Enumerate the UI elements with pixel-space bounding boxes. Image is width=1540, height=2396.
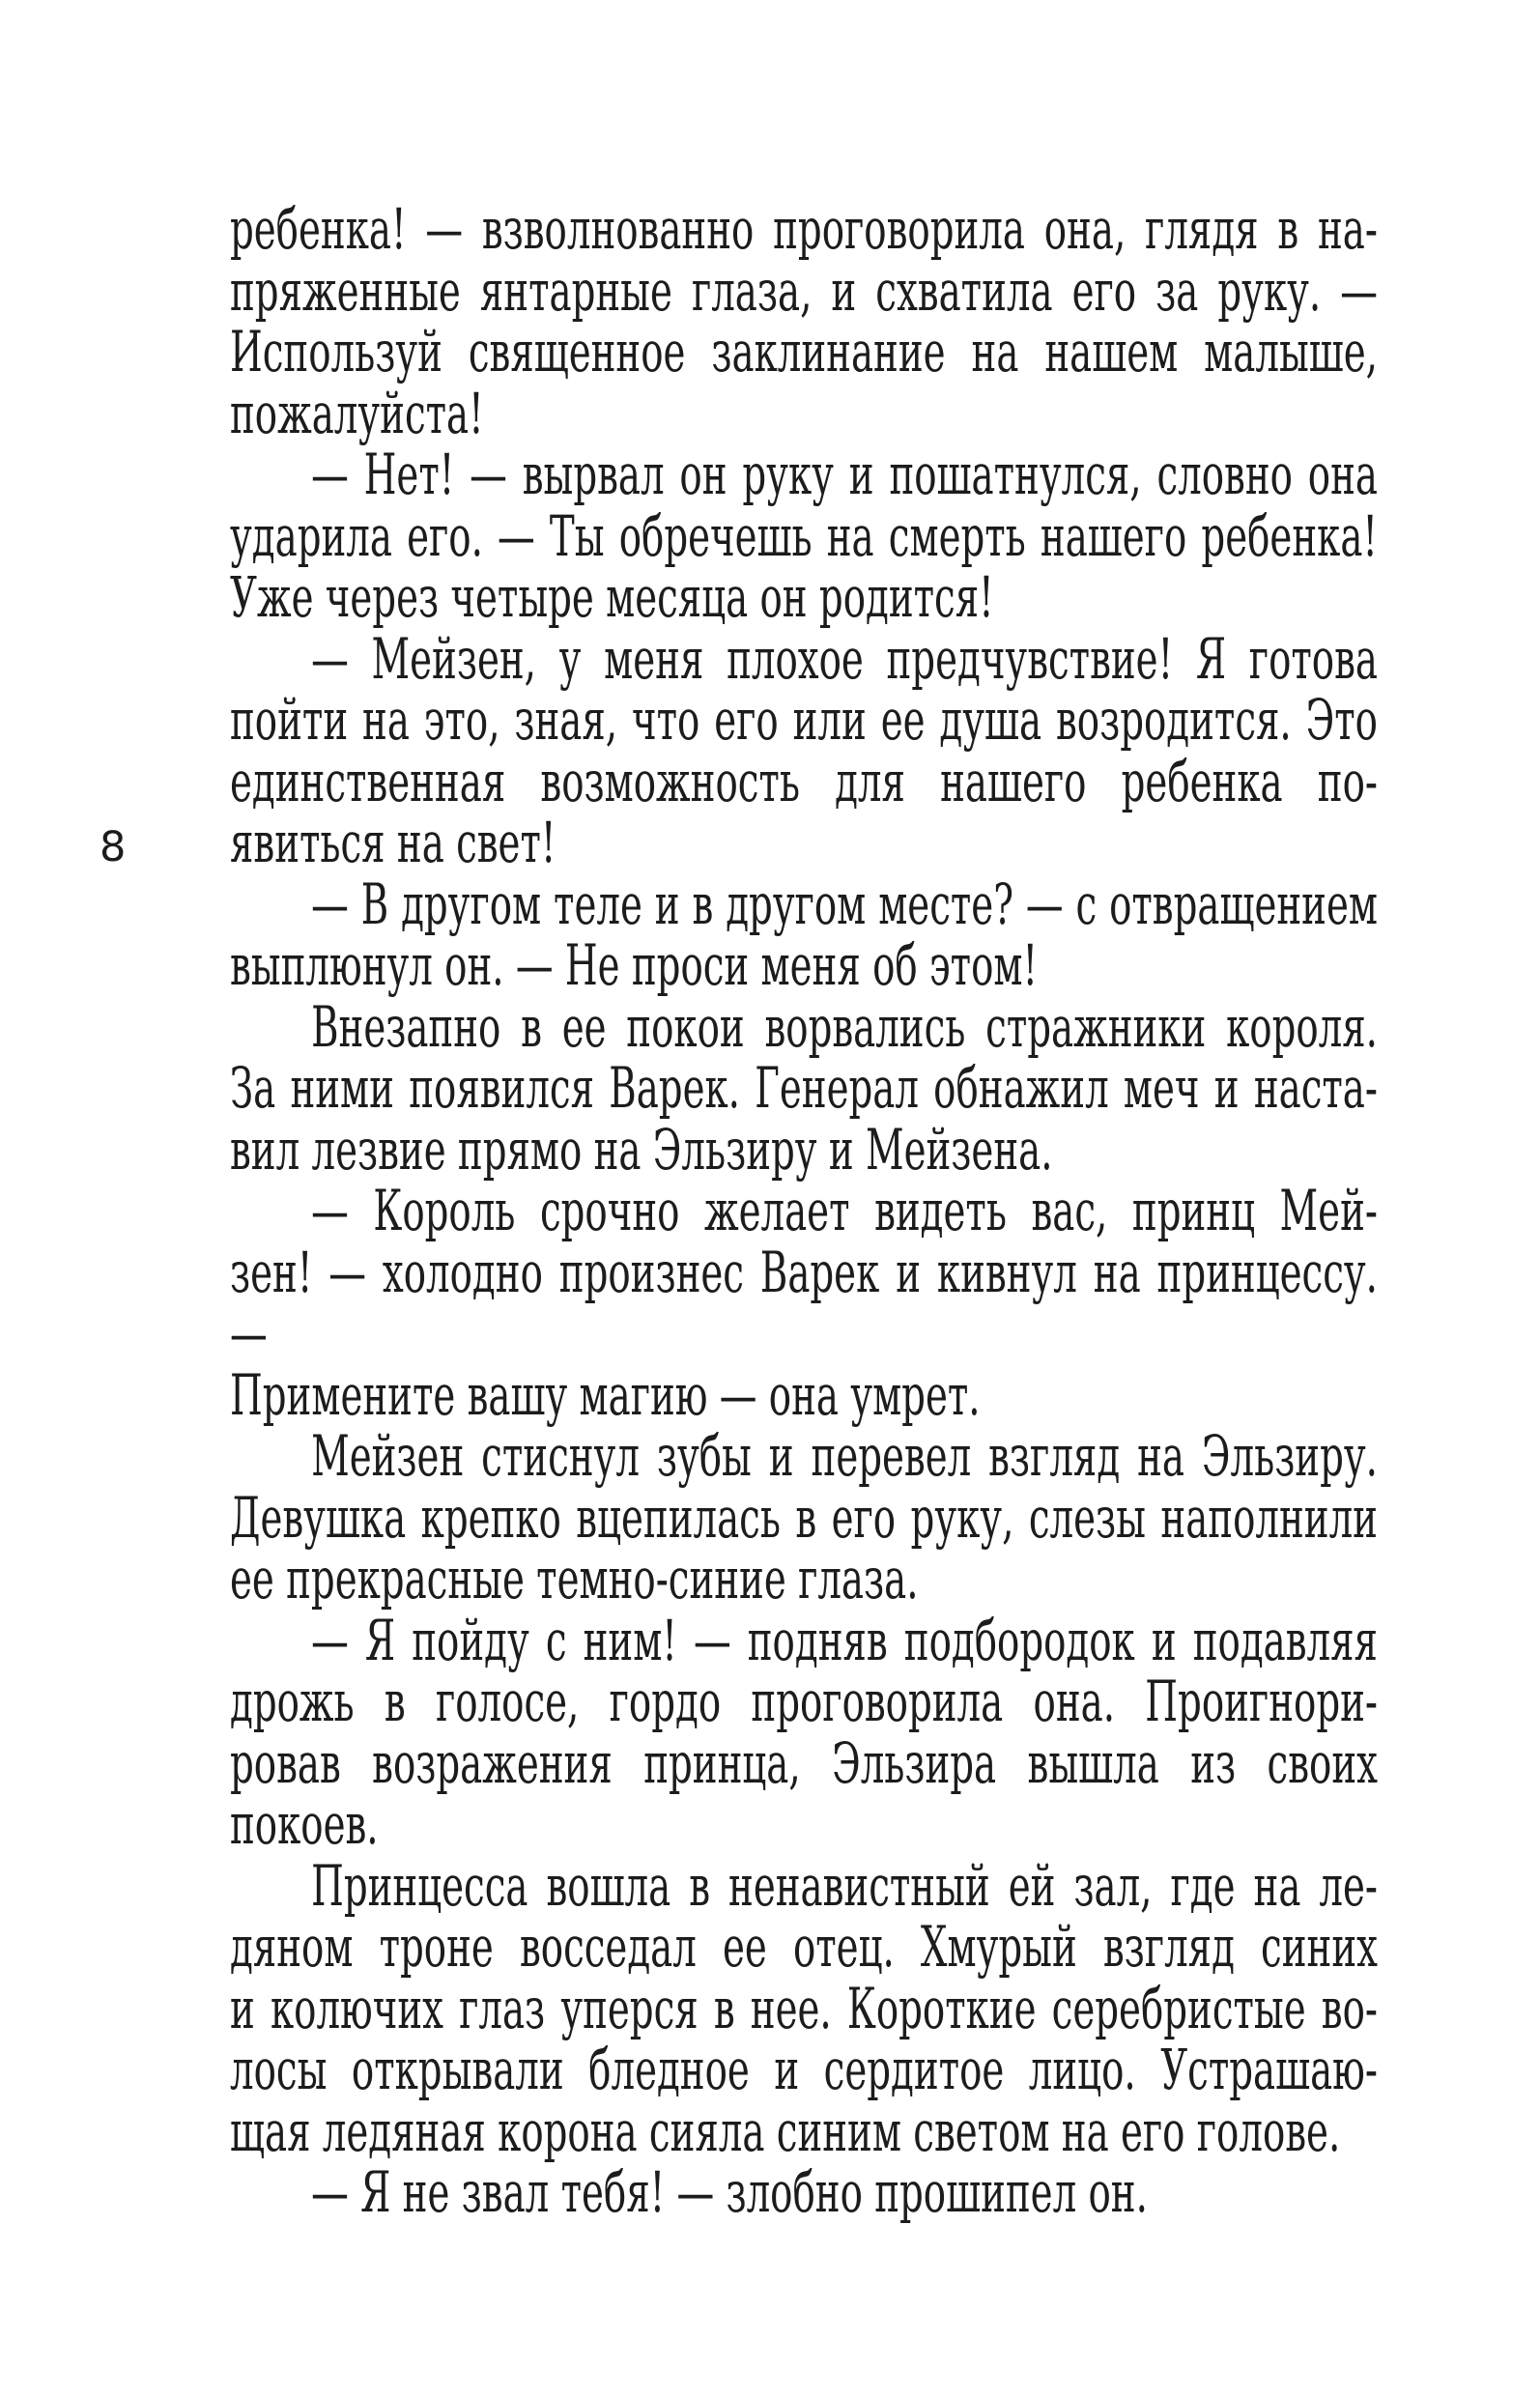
text-line: дяном троне восседал ее отец. Хмурый взгляд синих [230, 1914, 1378, 1980]
text-line: Уже через четыре месяца он родится! [230, 564, 994, 630]
text-line: ровав возражения принца, Эльзира вышла из своих [230, 1729, 1378, 1796]
text-line: Используй священное заклинание на нашем малыше, [230, 319, 1378, 385]
text-line: ее прекрасные темно-синие глаза. [230, 1546, 919, 1612]
text-line: пряженные янтарные глаза, и схватила его за руку. — [230, 257, 1378, 324]
text-line: зен! — холодно произнес Варек и кивнул на принцессу. — [230, 1239, 1378, 1366]
text-line: выплюнул он. — Не проси меня об этом! [230, 932, 1039, 998]
text-line: Девушка крепко вцепилась в его руку, слезы наполнили [230, 1484, 1378, 1551]
text-line: явиться на свет! [230, 810, 556, 875]
text-line: — В другом теле и в другом месте? — с отвращением [311, 870, 1378, 937]
text-line: — Я пойду с ним! — подняв подбородок и подавляя [311, 1607, 1378, 1673]
text-line: лосы открывали бледное и сердитое лицо. Устрашаю- [230, 2037, 1378, 2102]
text-line: — Мейзен, у меня плохое предчувствие! Я готова [311, 625, 1378, 692]
text-line: покоев. [230, 1791, 379, 1857]
page-text-block [230, 196, 1378, 2225]
text-line: — Король срочно желает видеть вас, принц Мей- [311, 1178, 1378, 1243]
text-line: — Нет! — вырвал он руку и пошатнулся, словно она [311, 442, 1378, 507]
text-line: ударила его. — Ты обречешь на смерть нашего ребенка! [230, 502, 1378, 569]
text-line: За ними появился Варек. Генерал обнажил меч и наста- [230, 1055, 1378, 1121]
text-line: и колючих глаз уперся в нее. Короткие серебристые во- [230, 1975, 1378, 2041]
text-line: дрожь в голосе, гордо проговорила она. Проигнори- [230, 1669, 1378, 1734]
text-line: Внезапно в ее покои ворвались стражники короля. [311, 993, 1378, 1060]
text-line: щая ледяная корона сияла синим светом на его голове. [230, 2097, 1341, 2164]
text-line: единственная возможность для нашего ребенка по- [230, 748, 1378, 814]
text-line: Принцесса вошла в ненавистный ей зал, где на ле- [311, 1852, 1378, 1919]
text-line: пожалуйста! [230, 380, 484, 446]
page-number: 8 [100, 823, 127, 871]
text-line: Примените вашу магию — она умрет. [230, 1361, 981, 1428]
text-line: — Я не звал тебя! — злобно прошипел он. [311, 2159, 1148, 2225]
text-line: ребенка! — взволнованно проговорила она, глядя в на- [230, 196, 1378, 262]
text-line: Мейзен стиснул зубы и перевел взгляд на Эльзиру. [311, 1423, 1378, 1489]
text-line: пойти на это, зная, что его или ее душа возродится. Это [230, 687, 1378, 753]
text-line: вил лезвие прямо на Эльзиру и Мейзена. [230, 1116, 1053, 1183]
